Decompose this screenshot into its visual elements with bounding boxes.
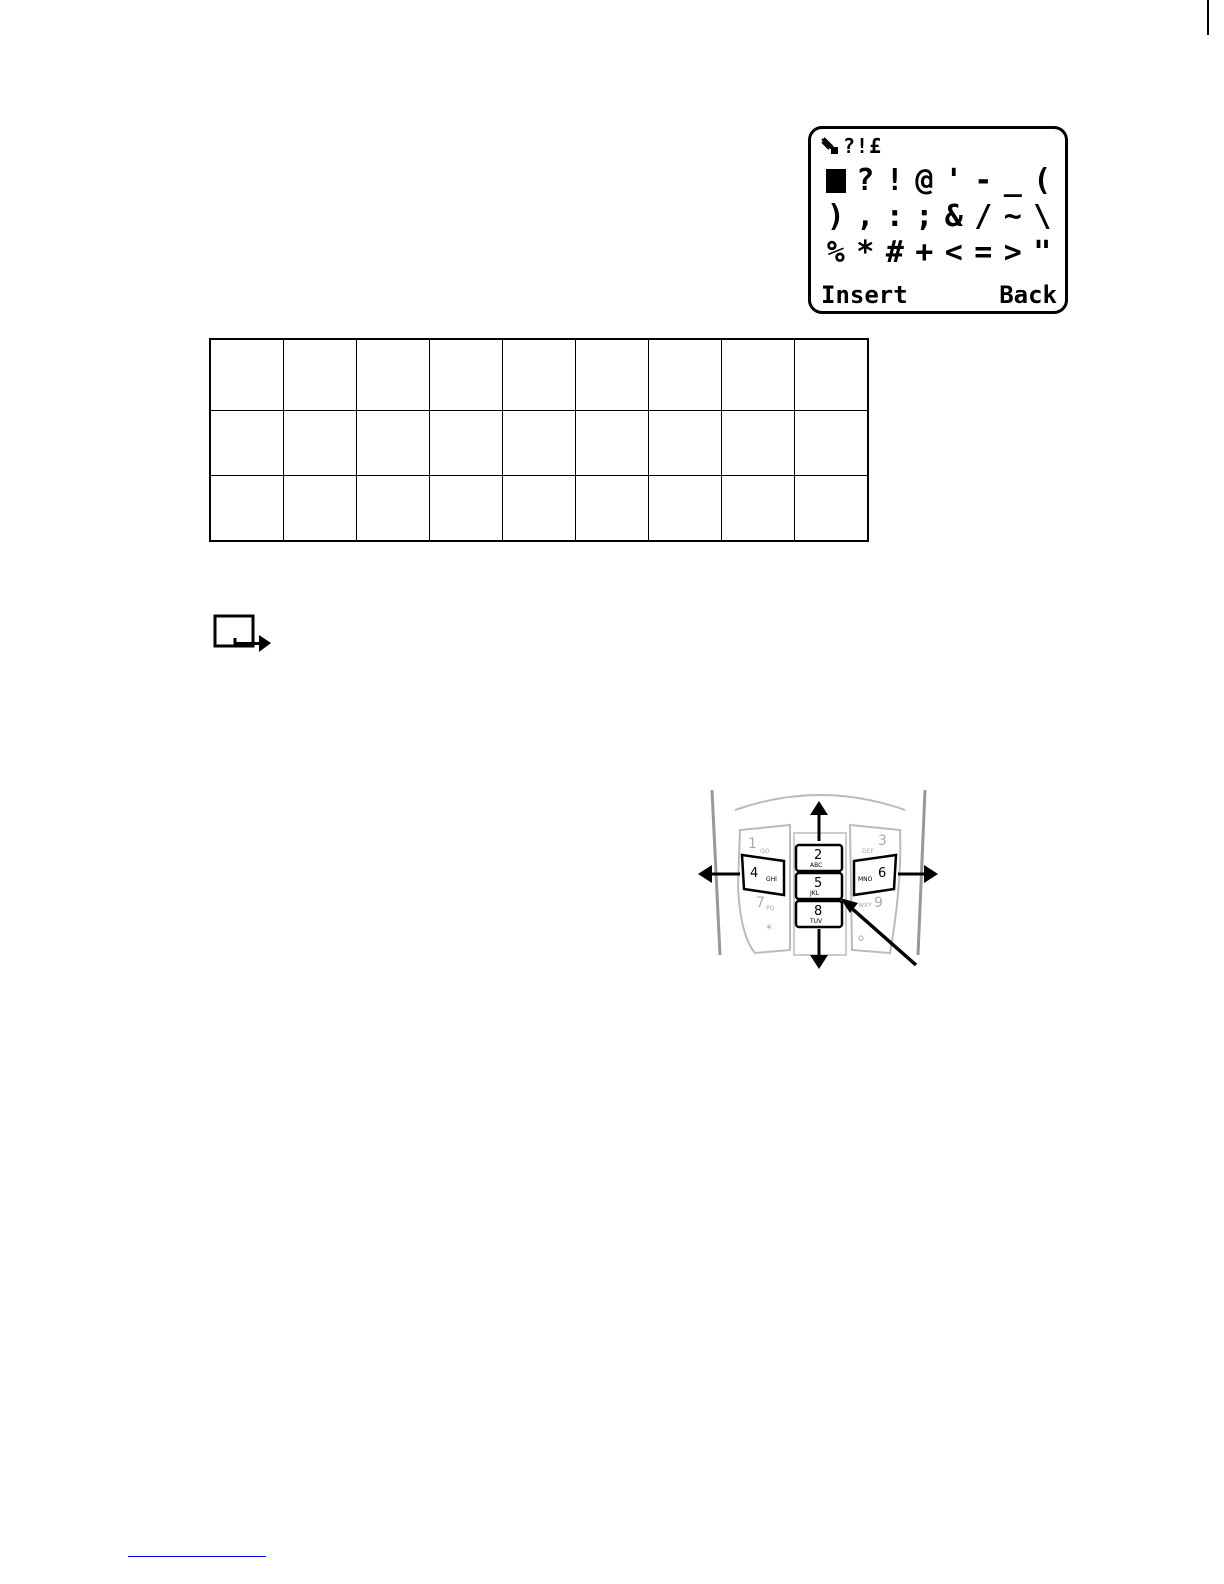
table-cell: [649, 411, 722, 476]
table-cell: [284, 411, 357, 476]
table-row: [210, 339, 868, 411]
char-cell[interactable]: >: [1003, 235, 1022, 270]
key-8-letters: TUV: [810, 918, 823, 925]
table-cell: [503, 476, 576, 542]
arrow-down-icon: [810, 929, 828, 969]
char-row: [821, 163, 1057, 199]
key-9-num: 9: [874, 895, 883, 911]
table-cell: [357, 476, 430, 542]
char-cell[interactable]: ~: [1003, 199, 1022, 234]
key-2-num: 2: [814, 848, 823, 863]
table-cell: [576, 411, 649, 476]
char-cell[interactable]: ,: [856, 199, 875, 234]
insert-softkey[interactable]: Insert: [821, 281, 908, 309]
table-cell: [357, 411, 430, 476]
table-row: [210, 411, 868, 476]
char-cell[interactable]: #: [885, 235, 904, 270]
hash-key-symbol: o: [858, 933, 865, 944]
table-cell: [722, 411, 795, 476]
char-cell[interactable]: :: [885, 199, 904, 234]
arrow-right-icon: [898, 865, 938, 883]
char-cell[interactable]: +: [915, 235, 934, 270]
char-cell[interactable]: &: [944, 199, 963, 234]
char-cell[interactable]: ?: [856, 163, 875, 198]
table-cell: [430, 411, 503, 476]
char-cell[interactable]: !: [885, 163, 904, 198]
char-cell[interactable]: @: [915, 163, 934, 198]
table-cell: [503, 411, 576, 476]
char-cell[interactable]: ': [944, 163, 963, 198]
key-1-letters: QO: [760, 848, 770, 855]
key-2-letters: ABC: [810, 862, 823, 869]
keypad-illustration: [690, 785, 950, 975]
empty-table: [209, 338, 869, 542]
char-cell[interactable]: \: [1033, 199, 1052, 234]
softkey-bar: [821, 279, 1057, 311]
char-cell[interactable]: ): [826, 199, 845, 234]
screen-header: [821, 133, 882, 159]
table-cell: [722, 339, 795, 411]
cursor-block: [826, 169, 846, 193]
table-cell: [576, 476, 649, 542]
key-4-letters: GHI: [766, 876, 777, 883]
key-6[interactable]: [854, 855, 896, 895]
key-7-num: 7: [756, 895, 765, 911]
key-9-letters: WXY: [858, 902, 872, 909]
arrow-left-icon: [698, 865, 740, 883]
char-cell[interactable]: <: [944, 235, 963, 270]
table-cell: [284, 476, 357, 542]
char-row: [821, 235, 1057, 271]
char-cell[interactable]: ": [1033, 235, 1052, 270]
key-8-num: 8: [814, 904, 823, 919]
character-grid: [821, 163, 1057, 271]
back-softkey[interactable]: Back: [999, 281, 1057, 309]
key-3-num: 3: [878, 833, 887, 849]
char-cell-cursor[interactable]: [821, 163, 851, 199]
table-cell: [430, 339, 503, 411]
star-key-symbol: *: [766, 922, 772, 936]
char-cell[interactable]: ;: [915, 199, 934, 234]
pen-icon: [821, 137, 839, 155]
char-cell[interactable]: =: [974, 235, 993, 270]
page-edge-line: [1207, 0, 1209, 35]
key-4-num: 4: [750, 866, 759, 881]
table-cell: [722, 476, 795, 542]
key-5-num: 5: [814, 876, 823, 891]
note-icon: [213, 614, 273, 656]
key-6-letters: MNO: [858, 876, 873, 883]
table-cell: [210, 339, 284, 411]
char-cell[interactable]: (: [1033, 163, 1052, 198]
char-row: [821, 199, 1057, 235]
table-cell: [430, 476, 503, 542]
key-1-num: 1: [748, 836, 757, 852]
table-row: [210, 476, 868, 542]
key-3-letters: DEF: [862, 848, 874, 855]
table-cell: [210, 411, 284, 476]
table-cell: [795, 339, 869, 411]
table-cell: [795, 411, 869, 476]
key-4[interactable]: [742, 855, 784, 895]
arrow-up-icon: [810, 801, 828, 841]
table-cell: [210, 476, 284, 542]
table-cell: [795, 476, 869, 542]
table-cell: [357, 339, 430, 411]
table-cell: [649, 339, 722, 411]
key-5-letters: JKL: [810, 890, 820, 897]
header-text: ?!£: [843, 134, 883, 158]
phone-screen: [808, 126, 1068, 314]
char-cell[interactable]: /: [974, 199, 993, 234]
key-6-num: 6: [878, 866, 887, 881]
char-cell[interactable]: *: [856, 235, 875, 270]
char-cell[interactable]: _: [1003, 163, 1022, 198]
table-cell: [576, 339, 649, 411]
table-cell: [503, 339, 576, 411]
table-cell: [649, 476, 722, 542]
key-7-letters: PQ: [766, 905, 775, 912]
char-cell[interactable]: %: [826, 235, 845, 270]
table-cell: [284, 339, 357, 411]
footnote-rule: [128, 1556, 266, 1557]
char-cell[interactable]: -: [974, 163, 993, 198]
